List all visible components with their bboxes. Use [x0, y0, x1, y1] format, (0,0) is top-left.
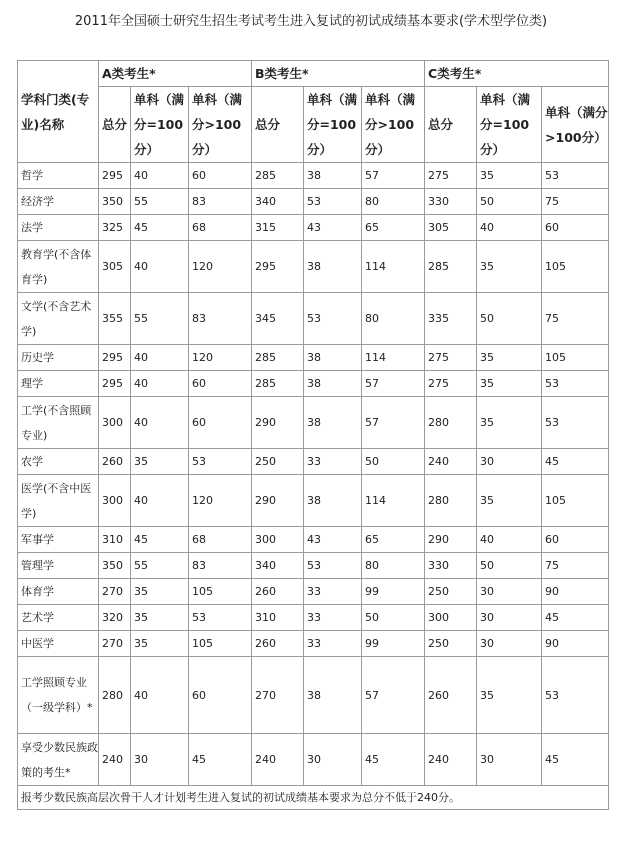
- c-singleover100-header: 单科（满分>100分）: [542, 87, 609, 163]
- score-cell: 300: [425, 605, 477, 631]
- category-b-header: B类考生*: [252, 61, 425, 87]
- score-cell: 300: [252, 527, 304, 553]
- score-cell: 285: [252, 371, 304, 397]
- a-single100-header: 单科（满分=100分）: [131, 87, 189, 163]
- table-row: [18, 657, 609, 734]
- score-cell: 53: [304, 189, 362, 215]
- score-cell: 55: [131, 189, 189, 215]
- score-cell: 33: [304, 605, 362, 631]
- score-cell: 275: [425, 345, 477, 371]
- score-cell: 55: [131, 553, 189, 579]
- score-cell: 285: [252, 163, 304, 189]
- subject-name: 享受少数民族政策的考生*: [18, 734, 99, 786]
- table-row: [18, 734, 609, 786]
- score-cell: 114: [362, 345, 425, 371]
- score-cell: 105: [189, 631, 252, 657]
- score-cell: 55: [131, 293, 189, 345]
- c-total-header: 总分: [425, 87, 477, 163]
- score-cell: 280: [425, 397, 477, 449]
- score-cell: 300: [99, 397, 131, 449]
- page-title: 2011年全国硕士研究生招生考试考生进入复试的初试成绩基本要求(学术型学位类): [74, 14, 548, 29]
- score-cell: 305: [425, 215, 477, 241]
- score-cell: 260: [425, 657, 477, 734]
- subject-name: 哲学: [18, 163, 99, 189]
- score-cell: 240: [425, 734, 477, 786]
- subject-name: 医学(不含中医学): [18, 475, 99, 527]
- table-row: [18, 345, 609, 371]
- score-cell: 350: [99, 189, 131, 215]
- score-cell: 260: [99, 449, 131, 475]
- score-cell: 60: [542, 527, 609, 553]
- subject-name: 法学: [18, 215, 99, 241]
- score-cell: 35: [131, 631, 189, 657]
- score-cell: 35: [477, 241, 542, 293]
- score-cell: 33: [304, 631, 362, 657]
- score-cell: 30: [477, 449, 542, 475]
- score-cell: 45: [131, 527, 189, 553]
- score-cell: 260: [252, 579, 304, 605]
- subject-name: 工学(不含照顾专业): [18, 397, 99, 449]
- c-single100-header: 单科（满分=100分）: [477, 87, 542, 163]
- score-cell: 325: [99, 215, 131, 241]
- score-cell: 105: [189, 579, 252, 605]
- subject-name: 工学照顾专业（一级学科）*: [18, 657, 99, 734]
- score-cell: 40: [131, 163, 189, 189]
- score-cell: 30: [477, 631, 542, 657]
- table-row: [18, 475, 609, 527]
- score-cell: 50: [477, 293, 542, 345]
- score-cell: 240: [425, 449, 477, 475]
- score-cell: 45: [189, 734, 252, 786]
- score-cell: 30: [304, 734, 362, 786]
- score-cell: 38: [304, 163, 362, 189]
- score-cell: 295: [252, 241, 304, 293]
- score-cell: 270: [99, 631, 131, 657]
- score-cell: 280: [425, 475, 477, 527]
- table-row: [18, 397, 609, 449]
- score-cell: 33: [304, 449, 362, 475]
- subject-name: 管理学: [18, 553, 99, 579]
- score-cell: 295: [99, 371, 131, 397]
- score-cell: 340: [252, 189, 304, 215]
- score-cell: 275: [425, 163, 477, 189]
- table-row: [18, 605, 609, 631]
- subject-name: 文学(不含艺术学): [18, 293, 99, 345]
- b-total-header: 总分: [252, 87, 304, 163]
- score-cell: 40: [131, 241, 189, 293]
- score-cell: 40: [477, 215, 542, 241]
- score-cell: 38: [304, 371, 362, 397]
- score-cell: 275: [425, 371, 477, 397]
- score-cell: 30: [477, 579, 542, 605]
- table-row: [18, 293, 609, 345]
- score-cell: 68: [189, 527, 252, 553]
- score-cell: 310: [99, 527, 131, 553]
- score-cell: 250: [252, 449, 304, 475]
- score-cell: 53: [542, 371, 609, 397]
- score-cell: 320: [99, 605, 131, 631]
- score-cell: 60: [189, 371, 252, 397]
- subject-name: 农学: [18, 449, 99, 475]
- score-cell: 290: [425, 527, 477, 553]
- table-row: [18, 527, 609, 553]
- table-row: [18, 579, 609, 605]
- table-row: [18, 241, 609, 293]
- score-cell: 99: [362, 579, 425, 605]
- score-cell: 90: [542, 579, 609, 605]
- score-cell: 30: [477, 605, 542, 631]
- score-cell: 35: [131, 579, 189, 605]
- score-cell: 38: [304, 657, 362, 734]
- score-cell: 105: [542, 241, 609, 293]
- score-cell: 290: [252, 475, 304, 527]
- score-cell: 40: [131, 657, 189, 734]
- category-a-header: A类考生*: [99, 61, 252, 87]
- score-cell: 260: [252, 631, 304, 657]
- score-cell: 305: [99, 241, 131, 293]
- score-cell: 30: [477, 734, 542, 786]
- score-cell: 45: [542, 449, 609, 475]
- score-cell: 60: [189, 657, 252, 734]
- score-cell: 340: [252, 553, 304, 579]
- score-cell: 57: [362, 163, 425, 189]
- score-cell: 355: [99, 293, 131, 345]
- score-cell: 270: [252, 657, 304, 734]
- score-cell: 295: [99, 163, 131, 189]
- score-cell: 99: [362, 631, 425, 657]
- score-cell: 53: [189, 449, 252, 475]
- score-cell: 38: [304, 475, 362, 527]
- score-cell: 57: [362, 397, 425, 449]
- score-cell: 53: [542, 397, 609, 449]
- table-row: [18, 371, 609, 397]
- score-cell: 57: [362, 657, 425, 734]
- score-cell: 310: [252, 605, 304, 631]
- score-cell: 35: [477, 371, 542, 397]
- score-cell: 53: [304, 293, 362, 345]
- score-table: [17, 60, 609, 810]
- score-cell: 335: [425, 293, 477, 345]
- subject-name: 历史学: [18, 345, 99, 371]
- table-row: [18, 553, 609, 579]
- score-cell: 45: [362, 734, 425, 786]
- score-cell: 38: [304, 345, 362, 371]
- score-cell: 285: [252, 345, 304, 371]
- score-cell: 35: [477, 163, 542, 189]
- score-cell: 330: [425, 189, 477, 215]
- score-cell: 33: [304, 579, 362, 605]
- score-cell: 315: [252, 215, 304, 241]
- score-cell: 45: [131, 215, 189, 241]
- score-cell: 330: [425, 553, 477, 579]
- score-cell: 105: [542, 345, 609, 371]
- subject-name: 教育学(不含体育学): [18, 241, 99, 293]
- score-cell: 114: [362, 241, 425, 293]
- score-cell: 40: [131, 371, 189, 397]
- score-cell: 270: [99, 579, 131, 605]
- score-cell: 280: [99, 657, 131, 734]
- score-cell: 90: [542, 631, 609, 657]
- score-cell: 50: [362, 449, 425, 475]
- score-cell: 60: [542, 215, 609, 241]
- a-total-header: 总分: [99, 87, 131, 163]
- score-cell: 35: [131, 605, 189, 631]
- category-c-header: C类考生*: [425, 61, 609, 87]
- score-cell: 120: [189, 241, 252, 293]
- score-cell: 300: [99, 475, 131, 527]
- table-row: [18, 215, 609, 241]
- score-cell: 120: [189, 475, 252, 527]
- score-cell: 80: [362, 553, 425, 579]
- subject-name: 体育学: [18, 579, 99, 605]
- score-cell: 40: [477, 527, 542, 553]
- score-cell: 38: [304, 397, 362, 449]
- score-cell: 290: [252, 397, 304, 449]
- score-cell: 53: [304, 553, 362, 579]
- score-cell: 50: [477, 553, 542, 579]
- score-cell: 50: [477, 189, 542, 215]
- score-cell: 345: [252, 293, 304, 345]
- score-cell: 80: [362, 293, 425, 345]
- score-cell: 40: [131, 345, 189, 371]
- score-cell: 35: [131, 449, 189, 475]
- subject-name: 艺术学: [18, 605, 99, 631]
- subject-name: 理学: [18, 371, 99, 397]
- footnote: 报考少数民族高层次骨干人才计划考生进入复试的初试成绩基本要求为总分不低于240分。: [18, 786, 609, 810]
- table-row: [18, 449, 609, 475]
- score-cell: 75: [542, 189, 609, 215]
- score-cell: 53: [542, 657, 609, 734]
- score-cell: 350: [99, 553, 131, 579]
- score-cell: 50: [362, 605, 425, 631]
- score-cell: 45: [542, 605, 609, 631]
- subject-name: 军事学: [18, 527, 99, 553]
- score-cell: 40: [131, 475, 189, 527]
- score-cell: 65: [362, 527, 425, 553]
- score-cell: 83: [189, 553, 252, 579]
- score-cell: 83: [189, 293, 252, 345]
- subject-name: 经济学: [18, 189, 99, 215]
- score-cell: 75: [542, 553, 609, 579]
- score-cell: 105: [542, 475, 609, 527]
- score-cell: 53: [542, 163, 609, 189]
- subject-header: 学科门类(专业)名称: [18, 61, 99, 163]
- score-cell: 35: [477, 657, 542, 734]
- score-cell: 43: [304, 215, 362, 241]
- b-single100-header: 单科（满分=100分）: [304, 87, 362, 163]
- score-cell: 285: [425, 241, 477, 293]
- table-row: [18, 163, 609, 189]
- score-cell: 35: [477, 397, 542, 449]
- score-cell: 240: [252, 734, 304, 786]
- score-cell: 75: [542, 293, 609, 345]
- score-cell: 295: [99, 345, 131, 371]
- score-cell: 43: [304, 527, 362, 553]
- score-cell: 68: [189, 215, 252, 241]
- b-singleover100-header: 单科（满分>100分）: [362, 87, 425, 163]
- score-cell: 35: [477, 345, 542, 371]
- score-cell: 53: [189, 605, 252, 631]
- score-cell: 60: [189, 163, 252, 189]
- score-cell: 250: [425, 631, 477, 657]
- score-cell: 240: [99, 734, 131, 786]
- score-cell: 35: [477, 475, 542, 527]
- score-cell: 57: [362, 371, 425, 397]
- score-cell: 60: [189, 397, 252, 449]
- table-row: [18, 631, 609, 657]
- score-cell: 120: [189, 345, 252, 371]
- subject-name: 中医学: [18, 631, 99, 657]
- score-cell: 40: [131, 397, 189, 449]
- score-cell: 38: [304, 241, 362, 293]
- table-row: [18, 189, 609, 215]
- score-cell: 83: [189, 189, 252, 215]
- score-cell: 114: [362, 475, 425, 527]
- score-cell: 30: [131, 734, 189, 786]
- score-cell: 45: [542, 734, 609, 786]
- score-cell: 80: [362, 189, 425, 215]
- a-singleover100-header: 单科（满分>100分）: [189, 87, 252, 163]
- score-cell: 65: [362, 215, 425, 241]
- score-cell: 250: [425, 579, 477, 605]
